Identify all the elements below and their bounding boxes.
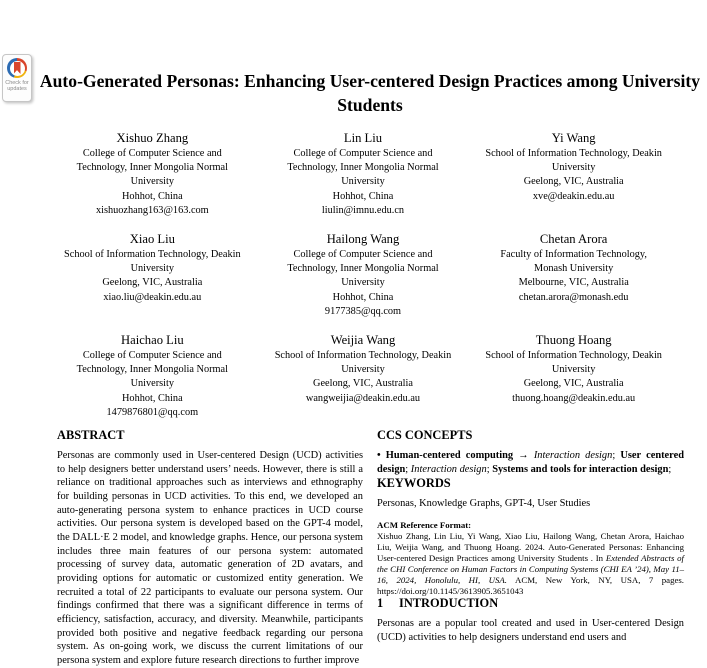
author-block <box>258 130 469 218</box>
introduction-text: Personas are a popular tool created and used in User-centered Design (UCD) activities to help designers understand end users and <box>377 618 684 644</box>
author-name: Haichao Liu <box>121 333 184 348</box>
author-city: Geelong, VIC, Australia <box>313 378 413 390</box>
author-email: 1479876801@qq.com <box>106 406 199 418</box>
author-name: Yi Wang <box>551 131 596 145</box>
author-email: thuong.hoang@deakin.edu.au <box>512 392 636 404</box>
author-city: Melbourne, VIC, Australia <box>518 277 629 289</box>
author-affiliation: Faculty of Information Technology, Monash University <box>500 249 647 275</box>
ccs-heading: CCS CONCEPTS <box>377 428 473 442</box>
author-affiliation: College of Computer Science and Technology, Inner Mongolia Normal University <box>287 148 439 188</box>
section-number: 1 <box>377 596 384 611</box>
author-affiliation: College of Computer Science and Technology, Inner Mongolia Normal University <box>76 350 228 390</box>
author-email: chetan.arora@monash.edu <box>518 291 629 303</box>
author-block <box>258 231 469 319</box>
author-email: liulin@imnu.edu.cn <box>321 204 405 216</box>
author-email: wangweijia@deakin.edu.au <box>305 392 421 404</box>
author-block <box>47 231 258 319</box>
author-name: Chetan Arora <box>539 232 608 247</box>
author-affiliation: School of Information Technology, Deakin University <box>274 350 452 376</box>
keywords-heading: KEYWORDS <box>377 476 451 491</box>
author-email: xiao.liu@deakin.edu.au <box>103 291 202 303</box>
bookmark-icon <box>14 62 21 74</box>
check-for-updates-badge[interactable] <box>2 54 32 102</box>
author-affiliation: School of Information Technology, Deakin University <box>485 148 662 174</box>
acm-reference-text: Xishuo Zhang, Lin Liu, Yi Wang, Xiao Liu, Hailong Wang, Chetan Arora, Haichao Liu, Weijia Wang, and Thuong Hoang. 2024. Auto-Generated Personas: Enhancing User-centered Design Practices among University Students . In Extended Abstracts of the CHI Conference on Human Factors in Computing Systems (CHI EA ’24), May 11–16, 2024, Honolulu, HI, USA. ACM, New York, NY, USA, 7 pages. https://doi.org/10.1145/3613905.3651043 <box>377 530 684 596</box>
author-email: 9177385@qq.com <box>324 305 402 317</box>
author-affiliation: School of Information Technology, Deakin University <box>485 350 662 376</box>
author-city: Geelong, VIC, Australia <box>523 176 624 188</box>
author-name: Lin Liu <box>343 131 383 145</box>
author-name: Hailong Wang <box>326 232 400 247</box>
author-city: Geelong, VIC, Australia <box>102 277 203 289</box>
right-column <box>377 428 684 645</box>
section-title: INTRODUCTION <box>399 596 499 611</box>
abstract-text: Personas are commonly used in User-centered Design (UCD) activities to help designers better understand users’ needs. However, there is still a reliance on traditional approaches such as interviews and ethnography for building personas in UCD activities. To this end, we developed an auto-generating persona system to enhance practices in UCD course activities. Our persona system is developed based on the GPT-4 model, the DALL·E 2 model, and knowledge graphs. Hence, our persona system includes three main features of our persona system: automated processing of survey data, automatic generation of 2D avatars, and providing options for automatic or customized entity generation. We recruited a total of 22 participants to evaluate our persona system. Our findings confirmed that there was a significant difference in terms of efficiency, satisfaction, accuracy, and diversity. Meanwhile, participants provided both positive and negative feedback regarding our persona system. As on-going work, we discuss the current limitations of our persona system and explore future research directions to further improve <box>57 450 363 666</box>
author-city: Hohhot, China <box>332 190 394 202</box>
author-city: Geelong, VIC, Australia <box>523 378 624 390</box>
author-name: Weijia Wang <box>330 333 396 348</box>
author-email: xishuozhang163@163.com <box>95 204 209 216</box>
author-block <box>468 332 679 420</box>
introduction-heading <box>377 596 684 611</box>
author-block <box>258 332 469 420</box>
author-name: Xishuo Zhang <box>116 131 189 145</box>
keywords-text: Personas, Knowledge Graphs, GPT-4, User Studies <box>377 498 591 510</box>
paper-title: Auto-Generated Personas: Enhancing User-centered Design Practices among University Students <box>39 71 701 115</box>
author-name: Thuong Hoang <box>535 333 612 348</box>
author-affiliation: School of Information Technology, Deakin University <box>64 249 241 275</box>
author-affiliation: College of Computer Science and Technology, Inner Mongolia Normal University <box>287 249 439 289</box>
check-for-updates-label: Check for updates <box>5 80 29 93</box>
author-block <box>47 130 258 218</box>
acm-reference-heading: ACM Reference Format: <box>377 519 472 530</box>
author-city: Hohhot, China <box>122 190 183 202</box>
left-column <box>57 428 363 668</box>
author-block <box>468 231 679 319</box>
author-city: Hohhot, China <box>332 291 394 303</box>
crossmark-logo-icon <box>7 58 27 78</box>
author-city: Hohhot, China <box>122 392 183 404</box>
author-name: Xiao Liu <box>129 232 175 247</box>
author-affiliation: College of Computer Science and Technology, Inner Mongolia Normal University <box>76 148 228 188</box>
doi-link[interactable]: https://doi.org/10.1145/3613905.3651043 <box>377 585 524 596</box>
author-grid <box>47 130 679 420</box>
abstract-heading: ABSTRACT <box>57 428 125 442</box>
author-block <box>47 332 258 420</box>
author-email: xve@deakin.edu.au <box>532 190 615 202</box>
ccs-text: • Human-centered computing → Interaction design; User centered design; Interaction design; Systems and tools for interaction design; <box>377 450 684 475</box>
author-block <box>468 130 679 218</box>
